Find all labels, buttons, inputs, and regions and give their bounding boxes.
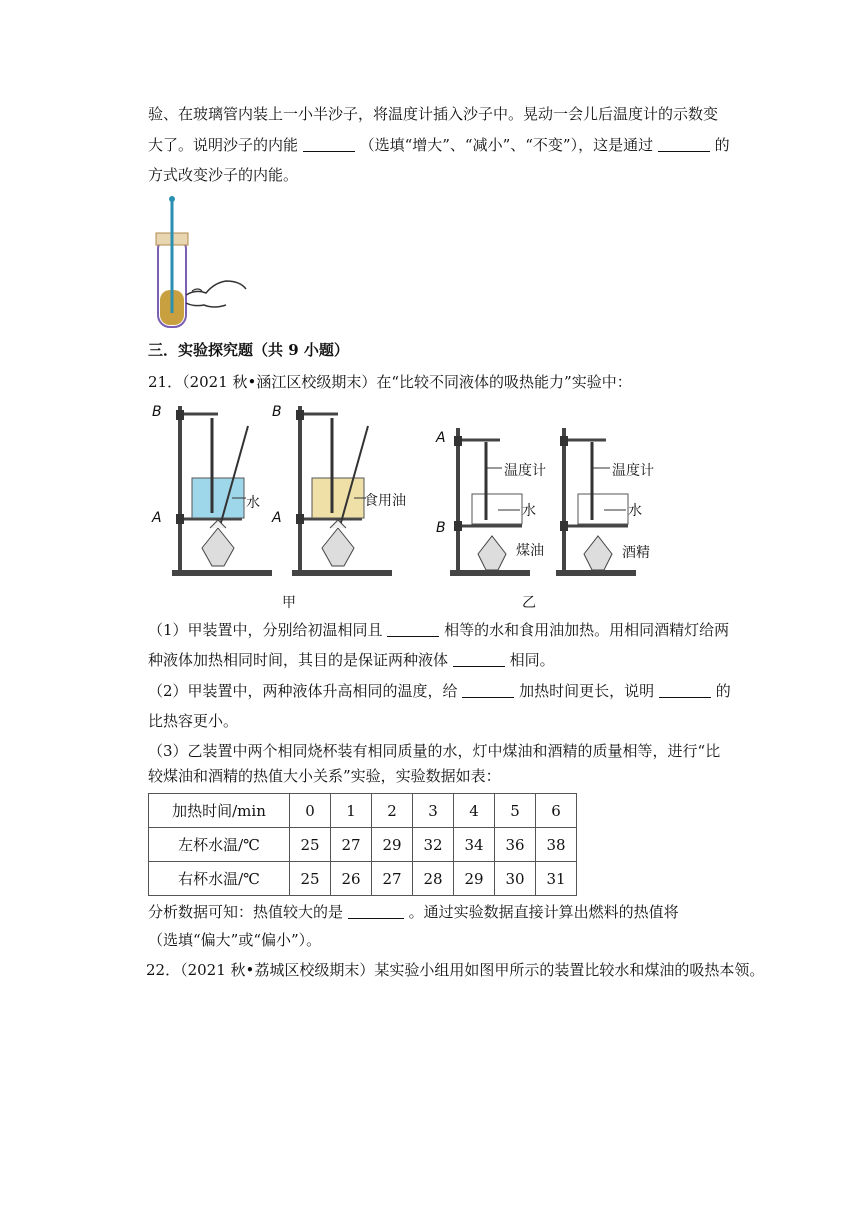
q21-stem: 21．（2021 秋•涵江区校级期末）在“比较不同液体的吸热能力”实验中： bbox=[148, 373, 632, 391]
q21-p4-line2: （选填“偏大”或“偏小”）。 bbox=[148, 931, 322, 949]
table-cell: 0 bbox=[290, 794, 331, 828]
q21-p1-text-b: 相等的水和食用油加热。用相同酒精灯给两 bbox=[444, 621, 730, 639]
q21-p1-line1 bbox=[148, 620, 729, 640]
table-cell: 34 bbox=[454, 828, 495, 862]
fig-label-oil: 食用油 bbox=[364, 493, 406, 509]
table-cell: 右杯水温/℃ bbox=[149, 862, 290, 896]
q20-line-1: 验、在玻璃管内装上一小半沙子，将温度计插入沙子中。晃动一会儿后温度计的示数变 bbox=[148, 105, 719, 123]
table-cell: 5 bbox=[495, 794, 536, 828]
fig-label-water1: 水 bbox=[246, 495, 260, 511]
fig-label-B2: B bbox=[272, 404, 282, 420]
q21-p2-text-b: 加热时间更长，说明 bbox=[519, 682, 655, 700]
answer-blank bbox=[387, 622, 439, 637]
q20-line-3: 方式改变沙子的内能。 bbox=[148, 166, 299, 184]
q21-p2-line2: 比热容更小。 bbox=[148, 712, 239, 730]
q21-p2-line1 bbox=[148, 681, 731, 701]
table-cell: 6 bbox=[536, 794, 577, 828]
table-cell: 1 bbox=[331, 794, 372, 828]
table-cell: 30 bbox=[495, 862, 536, 896]
q21-p3-line1: （3）乙装置中两个相同烧杯装有相同质量的水，灯中煤油和酒精的质量相等，进行“比 bbox=[148, 742, 721, 760]
fig-label-kerosene: 煤油 bbox=[516, 543, 544, 559]
table-row bbox=[149, 862, 577, 896]
table-cell: 32 bbox=[413, 828, 454, 862]
fig-label-thermo1: 温度计 bbox=[504, 463, 546, 479]
answer-blank bbox=[659, 683, 711, 698]
fig-label-alcohol: 酒精 bbox=[622, 545, 650, 561]
table-cell: 36 bbox=[495, 828, 536, 862]
fig-label-B3: B bbox=[436, 520, 446, 536]
q21-p3-line2: 较煤油和酒精的热值大小关系”实验，实验数据如表： bbox=[148, 767, 501, 785]
fig-label-thermo2: 温度计 bbox=[612, 463, 654, 479]
q20-text-c: 的 bbox=[714, 136, 730, 154]
answer-blank bbox=[303, 137, 355, 152]
q21-p1-text-d: 相同。 bbox=[509, 651, 555, 669]
fig-label-A2: A bbox=[272, 510, 282, 526]
table-cell: 2 bbox=[372, 794, 413, 828]
table-cell: 25 bbox=[290, 828, 331, 862]
table-cell: 26 bbox=[331, 862, 372, 896]
q21-p4-text-a: 分析数据可知：热值较大的是 bbox=[148, 903, 344, 921]
fig-label-water4: 水 bbox=[628, 503, 642, 519]
stand-jia-water bbox=[172, 406, 272, 576]
table-cell: 38 bbox=[536, 828, 577, 862]
answer-blank bbox=[348, 904, 404, 919]
table-cell: 3 bbox=[413, 794, 454, 828]
table-cell: 左杯水温/℃ bbox=[149, 828, 290, 862]
fig-label-yi: 乙 bbox=[522, 595, 536, 611]
table-row bbox=[149, 794, 577, 828]
q20-line-2 bbox=[148, 135, 730, 155]
q21-p1-text-c: 种液体加热相同时间，其目的是保证两种液体 bbox=[148, 651, 449, 669]
answer-blank bbox=[658, 137, 710, 152]
table-row bbox=[149, 828, 577, 862]
fig-label-A1: A bbox=[152, 510, 162, 526]
table-cell: 25 bbox=[290, 862, 331, 896]
q21-p2-text-c: 的 bbox=[715, 682, 731, 700]
table-cell: 4 bbox=[454, 794, 495, 828]
q21-p1-line2 bbox=[148, 650, 555, 670]
answer-blank bbox=[462, 683, 514, 698]
table-cell: 28 bbox=[413, 862, 454, 896]
table-cell: 29 bbox=[372, 828, 413, 862]
table-cell: 27 bbox=[331, 828, 372, 862]
table-cell: 加热时间/min bbox=[149, 794, 290, 828]
table-cell: 29 bbox=[454, 862, 495, 896]
answer-blank bbox=[453, 652, 505, 667]
q21-p4-text-b: 。通过实验数据直接计算出燃料的热值将 bbox=[408, 903, 679, 921]
table-cell: 31 bbox=[536, 862, 577, 896]
fig-label-jia: 甲 bbox=[282, 595, 296, 611]
section-title: 三．实验探究题（共 9 小题） bbox=[148, 341, 349, 359]
q21-p2-text-a: （2）甲装置中，两种液体升高相同的温度，给 bbox=[148, 682, 458, 700]
q20-text-b: （选填“增大”、“减小”、“不变”），这是通过 bbox=[359, 136, 654, 154]
fig-label-B1: B bbox=[152, 404, 162, 420]
q21-p4-line1 bbox=[148, 902, 679, 922]
table-cell: 27 bbox=[372, 862, 413, 896]
q21-apparatus-figure bbox=[150, 398, 670, 588]
q21-p1-text-a: （1）甲装置中，分别给初温相同且 bbox=[148, 621, 383, 639]
fig-label-water3: 水 bbox=[522, 503, 536, 519]
q20-text-a: 大了。说明沙子的内能 bbox=[148, 136, 299, 154]
q22-stem: 22．（2021 秋•荔城区校级期末）某实验小组用如图甲所示的装置比较水和煤油的吸热本领。 bbox=[146, 961, 765, 979]
temperature-data-table bbox=[148, 793, 577, 896]
fig-label-A3: A bbox=[436, 430, 446, 446]
test-tube-figure bbox=[150, 195, 250, 330]
